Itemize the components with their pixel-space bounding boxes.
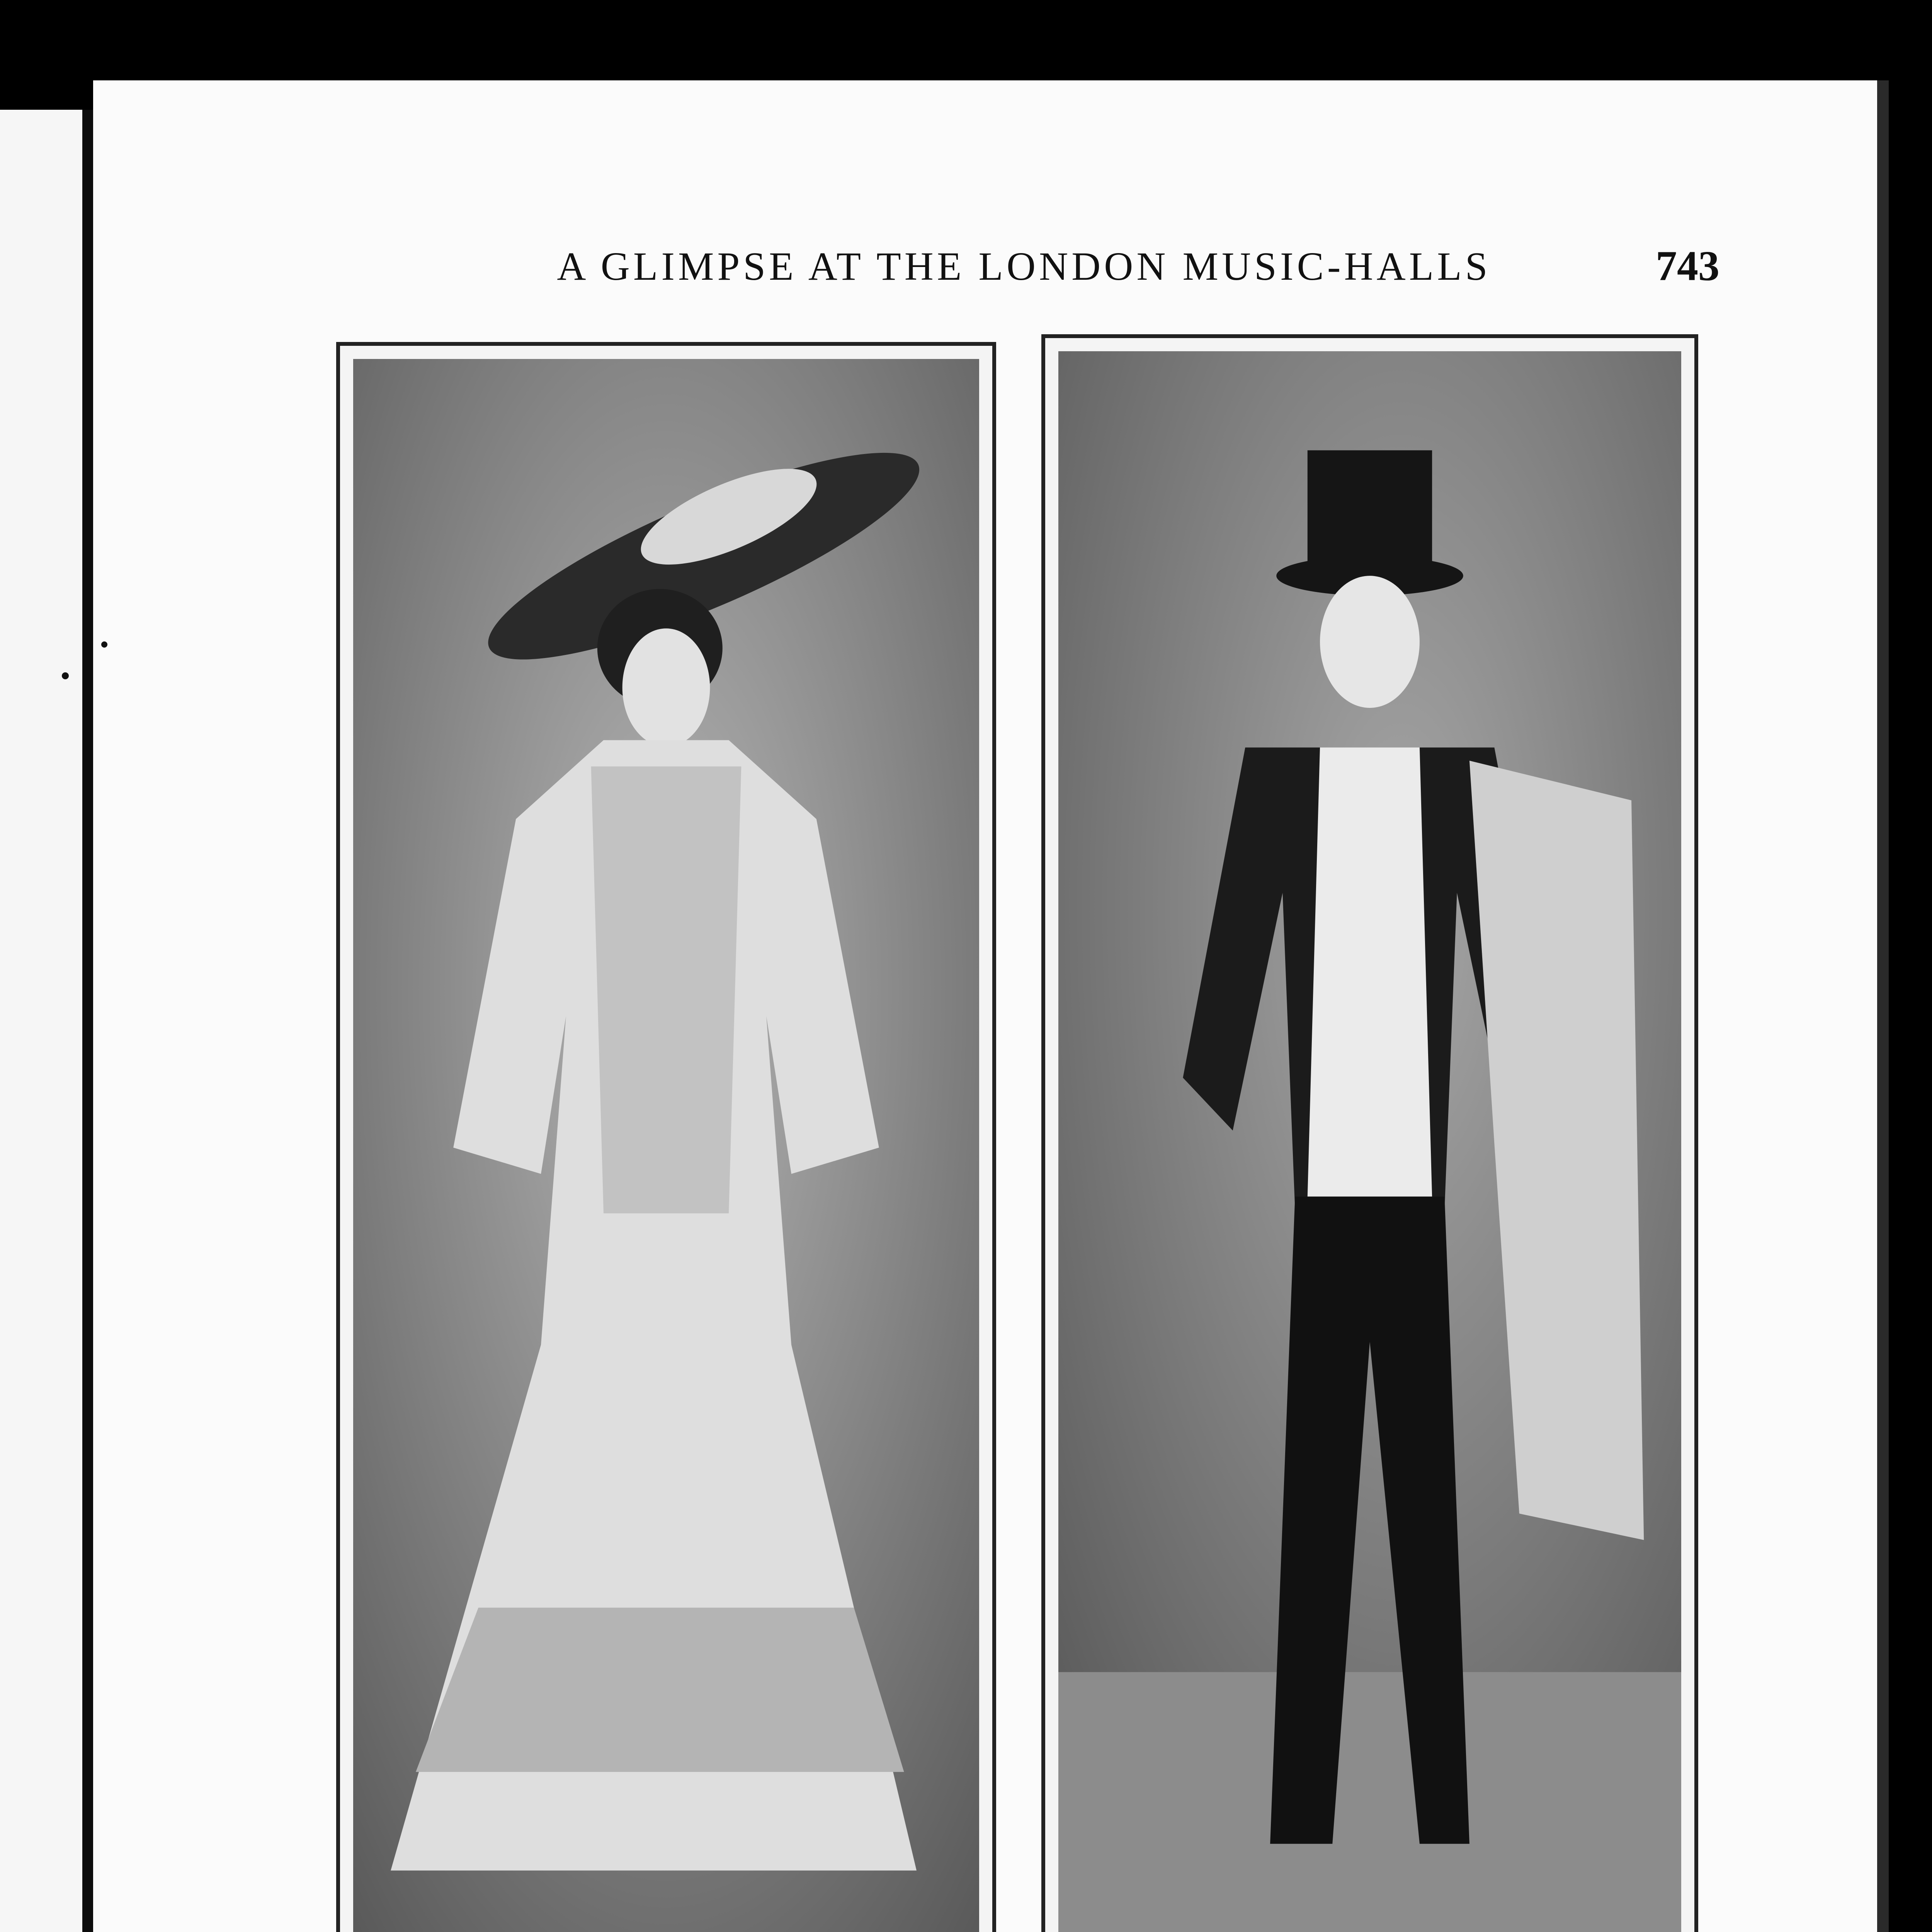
photo-masculine-costume bbox=[1041, 334, 1698, 1932]
binding-gutter bbox=[82, 110, 93, 1932]
facing-page-edge bbox=[0, 110, 82, 1932]
photo-feminine-costume bbox=[336, 342, 996, 1932]
page-number: 743 bbox=[1656, 242, 1719, 289]
photo-masculine-image bbox=[1058, 351, 1681, 1932]
print-speck bbox=[101, 641, 107, 648]
running-title: A GLIMPSE AT THE LONDON MUSIC-HALLS bbox=[557, 244, 1491, 289]
photo-feminine-image bbox=[353, 359, 979, 1932]
print-speck bbox=[62, 672, 69, 679]
page-edge-shadow bbox=[1877, 80, 1889, 1932]
